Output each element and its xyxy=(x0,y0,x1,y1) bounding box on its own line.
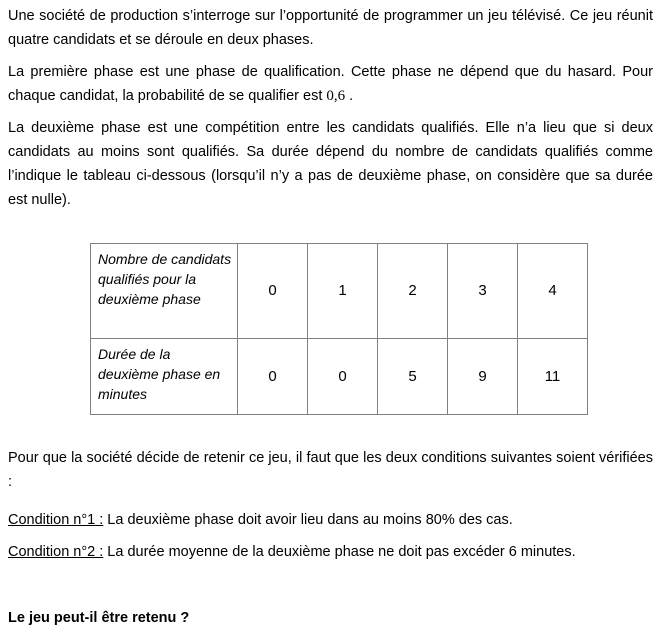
row-label-duration: Durée de la deuxième phase en minutes xyxy=(91,339,238,415)
condition-1-label: Condition n°1 : xyxy=(8,512,104,528)
probability-value: 0,6 xyxy=(326,88,346,104)
duration-value-cell: 0 xyxy=(308,339,378,415)
table-row-duration xyxy=(91,339,588,415)
condition-2-label: Condition n°2 : xyxy=(8,544,104,560)
condition-1 xyxy=(8,508,653,532)
candidates-value-cell: 2 xyxy=(378,244,448,339)
duration-value-cell: 9 xyxy=(448,339,518,415)
paragraph-conditions-intro: Pour que la société décide de retenir ce jeu, il faut que les deux conditions suivantes soient vérifiées : xyxy=(8,450,653,490)
candidates-value-cell: 3 xyxy=(448,244,518,339)
paragraph-intro: Une société de production s’interroge sur l’opportunité de programmer un jeu télévisé. Ce jeu réunit quatre candidats et se déroule en deux phases. xyxy=(8,8,653,48)
candidates-value-cell: 0 xyxy=(238,244,308,339)
paragraph-phase1 xyxy=(8,60,653,108)
phase1-suffix: . xyxy=(345,88,354,104)
duration-table xyxy=(90,243,588,415)
duration-value-cell: 0 xyxy=(238,339,308,415)
candidates-value-cell: 4 xyxy=(518,244,588,339)
question-heading: Le jeu peut-il être retenu ? xyxy=(8,610,190,626)
phase1-text: La première phase est une phase de qualification. Cette phase ne dépend que du hasard. Pour chaque candidat, la probabilité de se qualifier est xyxy=(8,64,653,104)
duration-value-cell: 5 xyxy=(378,339,448,415)
candidates-value-cell: 1 xyxy=(308,244,378,339)
condition-1-text: La deuxième phase doit avoir lieu dans au moins 80% des cas. xyxy=(103,512,513,528)
row-label-candidates: Nombre de candidats qualifiés pour la deuxième phase xyxy=(91,244,238,339)
condition-2-text: La durée moyenne de la deuxième phase ne doit pas excéder 6 minutes. xyxy=(103,544,576,560)
paragraph-phase2: La deuxième phase est une compétition entre les candidats qualifiés. Elle n’a lieu que si deux candidats au moins sont qualifiés. Sa durée dépend du nombre de candidats qualifiés comme l’indique le tableau ci-dessous (lorsqu’il n’y a pas de deuxième phase, on considère que sa durée est nulle). xyxy=(8,120,653,208)
condition-2 xyxy=(8,540,653,564)
duration-value-cell: 11 xyxy=(518,339,588,415)
table-row-candidates xyxy=(91,244,588,339)
